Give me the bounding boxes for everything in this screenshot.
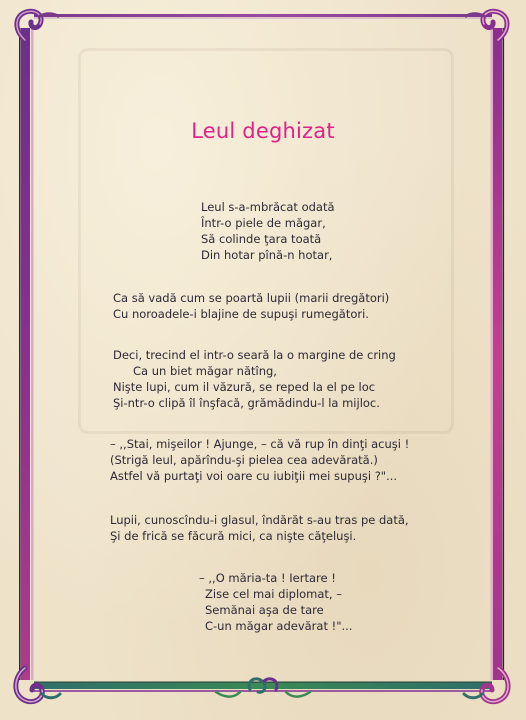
stanza-2	[113, 290, 389, 322]
poem-line: Într-o piele de măgar,	[201, 216, 326, 230]
bottom-center-ornament	[216, 679, 310, 697]
poem-line: Şi de frică se făcură mici, ca nişte căţeluşi.	[110, 529, 357, 543]
bottom-border	[34, 682, 492, 693]
corner-ornament-top-left	[17, 11, 58, 40]
stanza-3	[113, 347, 396, 411]
poem-title: Leul deghizat	[191, 119, 335, 143]
poem-line: (Strigă leul, apărîndu-şi pielea cea adevărată.)	[110, 453, 378, 467]
poem-line: Astfel vă purtaţi voi oare cu iubiţii mei supuşi ?"...	[110, 469, 398, 483]
poem-line: Leul s-a-mbrăcat odată	[201, 200, 335, 214]
stanza-4	[110, 436, 409, 484]
poem-line: Ca să vadă cum se poartă lupii (marii dregători)	[113, 291, 390, 305]
stanza-5	[110, 512, 409, 544]
poem-line: – ,,O măria-ta ! Iertare !	[199, 571, 336, 585]
poem-line: Şi-ntr-o clipă îl înşfacă, grămădindu-l la mijloc.	[113, 396, 380, 410]
poem-line: – ,,Stai, mişeilor ! Ajunge, – că vă rup în dinţi acuşi !	[110, 437, 410, 451]
corner-ornament-bottom-left	[16, 668, 60, 702]
poem-line: Din hotar pînă-n hotar,	[201, 248, 333, 262]
poem-line: Să colinde ţara toată	[201, 232, 322, 246]
poem-line: Nişte lupi, cum il văzură, se reped la el pe loc	[113, 380, 376, 394]
poem-line: Deci, trecind el intr-o seară la o margine de cring	[113, 348, 396, 362]
poem-line: Lupii, cunoscîndu-i glasul, îndărăt s-au tras pe dată,	[110, 513, 409, 527]
stanza-6	[199, 570, 352, 634]
top-border	[34, 14, 492, 19]
poem-line: C-un măgar adevărat !"...	[205, 619, 353, 633]
poem-line: Cu noroadele-i blajine de supuşi rumegători.	[113, 307, 369, 321]
stanza-1	[201, 199, 335, 263]
poem-line: Ca un biet măgar nătîng,	[133, 364, 277, 378]
corner-ornament-bottom-right	[464, 668, 508, 702]
corner-ornament-top-right	[466, 11, 507, 40]
poem-line: Semănai aşa de tare	[205, 603, 324, 617]
poem-line: Zise cel mai diplomat, –	[205, 587, 342, 601]
